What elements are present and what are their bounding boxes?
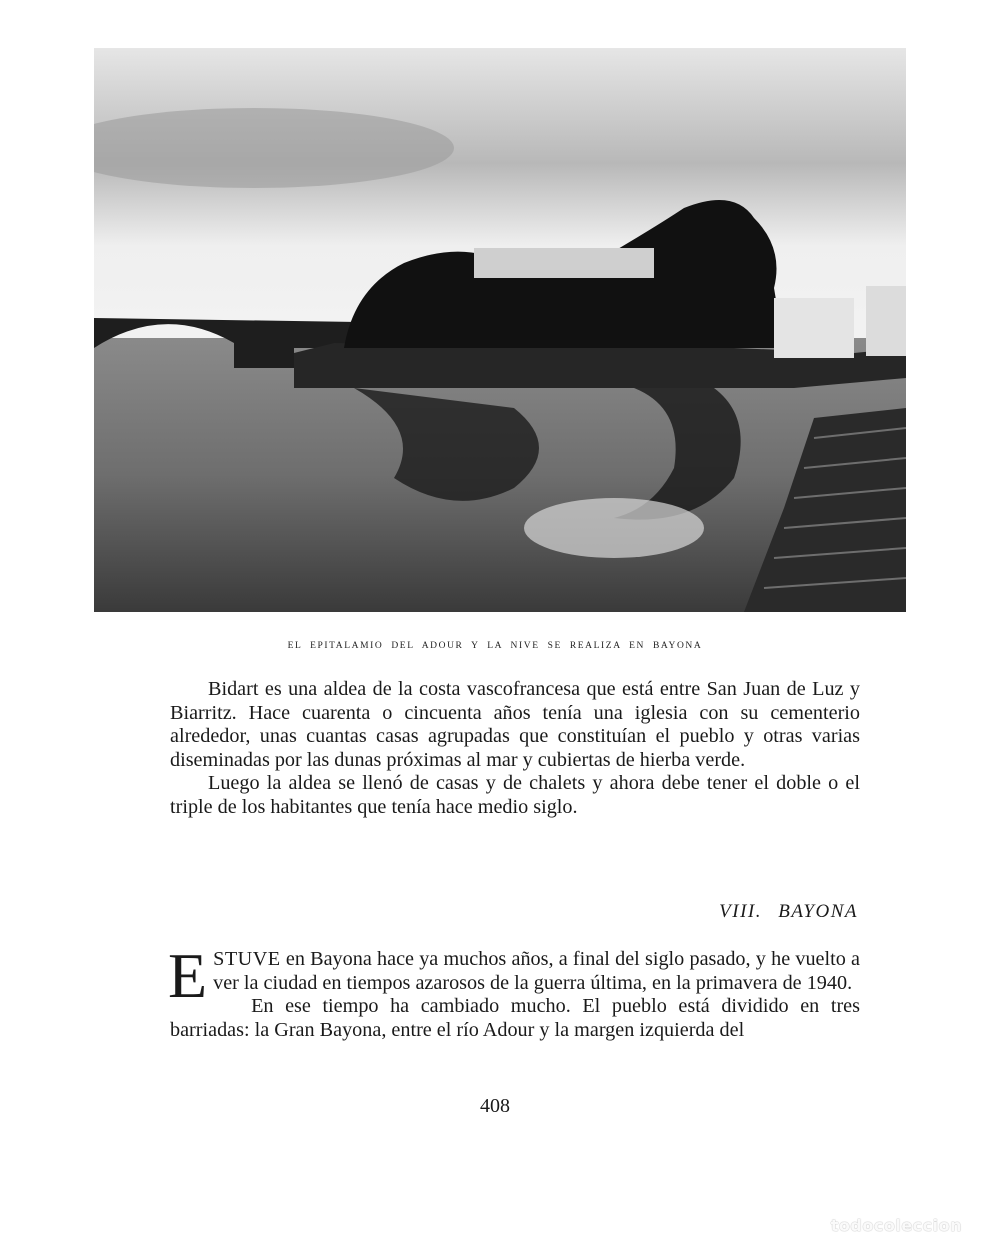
bidart-section xyxy=(170,678,860,820)
paragraph-body: en Bayona hace ya muchos años, a final del siglo pasado, y he vuelto a ver la ciudad en tiempos azarosos de la guerra última, en la primavera de 1940. xyxy=(213,948,860,994)
paragraph xyxy=(168,940,860,1011)
paragraph: Bidart es una aldea de la costa vascofrancesa que está entre San Juan de Luz y Biarritz. Hace cuarenta o cincuenta años tenía una iglesia con su cementerio alrededor, unas cuantas casas agrupadas que constituían el pueblo y otras varias diseminadas por las dunas próximas al mar y cubiertas de hierba verde. xyxy=(170,678,860,771)
chapter-heading: VIII. BAYONA xyxy=(719,901,858,922)
small-caps-lead: STUVE xyxy=(213,948,281,970)
page-number: 408 xyxy=(480,1095,510,1117)
watermark: todocoleccion xyxy=(830,1216,962,1235)
paragraph: En ese tiempo ha cambiado mucho. El pueblo está dividido en tres barriadas: la Gran Bayona, entre el río Adour y la margen izquierda del xyxy=(170,995,860,1041)
drop-cap: E xyxy=(168,940,208,1011)
paragraph: Luego la aldea se llenó de casas y de chalets y ahora debe tener el doble o el triple de los habitantes que tenía hace medio siglo. xyxy=(170,772,860,818)
photo-caption: EL EPITALAMIO DEL ADOUR Y LA NIVE SE REALIZA EN BAYONA xyxy=(287,641,703,651)
river-photograph xyxy=(94,48,906,612)
bayona-section xyxy=(168,940,860,1042)
photo-image xyxy=(94,48,906,612)
